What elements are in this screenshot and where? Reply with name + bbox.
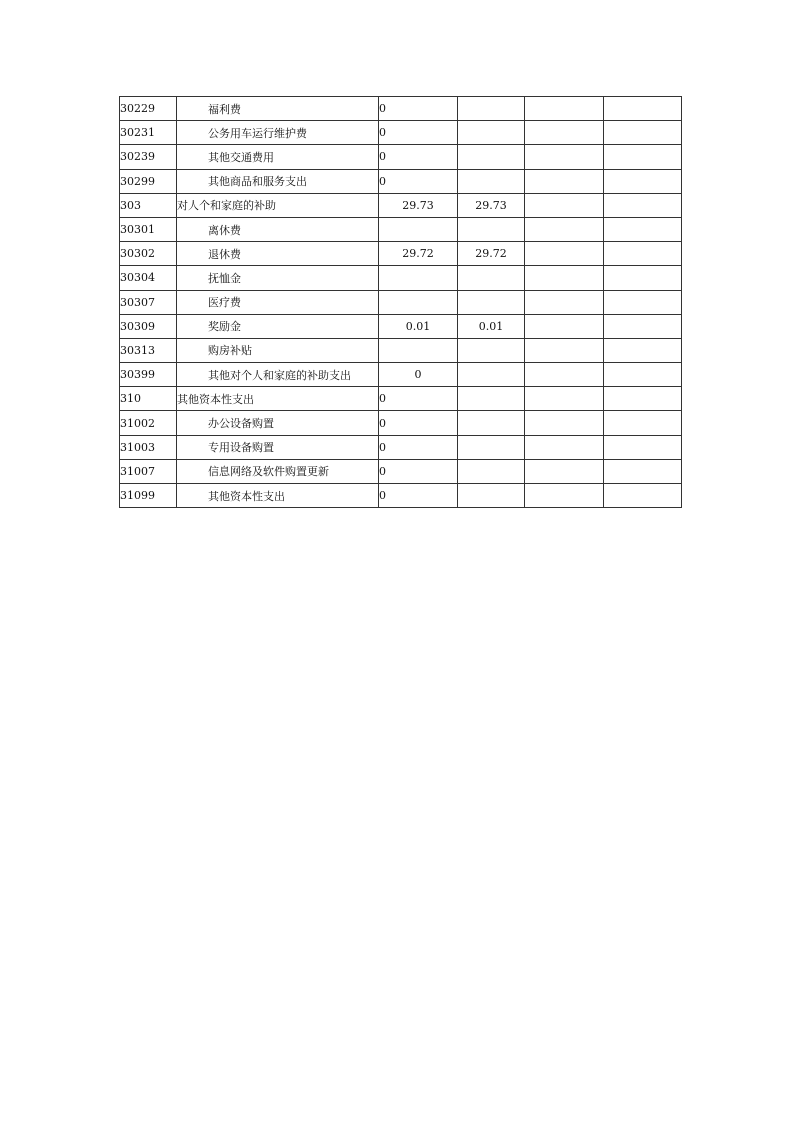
amount-total-cell: 0	[379, 121, 458, 145]
account-code-cell: 30239	[120, 145, 177, 169]
amount-col4-cell	[604, 266, 682, 290]
amount-col3-cell	[525, 266, 604, 290]
account-code-cell: 30313	[120, 338, 177, 362]
table-row	[120, 97, 682, 121]
amount-total-cell: 0	[379, 169, 458, 193]
amount-total-cell: 0	[379, 484, 458, 508]
amount-total-cell	[379, 266, 458, 290]
amount-total-cell: 29.73	[379, 193, 458, 217]
account-code-cell: 30304	[120, 266, 177, 290]
amount-col3-cell	[525, 387, 604, 411]
amount-col4-cell	[604, 121, 682, 145]
amount-col4-cell	[604, 290, 682, 314]
amount-col2-cell	[458, 484, 525, 508]
table-row	[120, 217, 682, 241]
account-code-cell: 30299	[120, 169, 177, 193]
amount-col3-cell	[525, 338, 604, 362]
amount-col4-cell	[604, 314, 682, 338]
table-row	[120, 121, 682, 145]
amount-col4-cell	[604, 387, 682, 411]
table-row	[120, 242, 682, 266]
amount-col3-cell	[525, 435, 604, 459]
amount-col2-cell	[458, 290, 525, 314]
account-code-cell: 30309	[120, 314, 177, 338]
account-name-cell: 其他交通费用	[177, 145, 379, 169]
amount-col2-cell	[458, 363, 525, 387]
amount-total-cell: 0	[379, 435, 458, 459]
amount-total-cell: 0	[379, 459, 458, 483]
account-code-cell: 303	[120, 193, 177, 217]
amount-total-cell	[379, 217, 458, 241]
account-name-cell: 退休费	[177, 242, 379, 266]
table-row	[120, 363, 682, 387]
table-row	[120, 266, 682, 290]
amount-col3-cell	[525, 193, 604, 217]
account-name-cell: 其他商品和服务支出	[177, 169, 379, 193]
account-code-cell: 310	[120, 387, 177, 411]
table-row	[120, 338, 682, 362]
amount-col4-cell	[604, 363, 682, 387]
table-row	[120, 145, 682, 169]
amount-col3-cell	[525, 290, 604, 314]
account-code-cell: 30307	[120, 290, 177, 314]
amount-col3-cell	[525, 242, 604, 266]
amount-col4-cell	[604, 97, 682, 121]
amount-col2-cell	[458, 145, 525, 169]
amount-col3-cell	[525, 459, 604, 483]
table-row	[120, 169, 682, 193]
amount-col4-cell	[604, 145, 682, 169]
account-code-cell: 31002	[120, 411, 177, 435]
amount-col4-cell	[604, 193, 682, 217]
account-code-cell: 30231	[120, 121, 177, 145]
amount-col2-cell	[458, 121, 525, 145]
account-code-cell: 30399	[120, 363, 177, 387]
amount-col3-cell	[525, 97, 604, 121]
table-body	[120, 97, 682, 508]
amount-total-cell: 0	[379, 411, 458, 435]
table-row	[120, 193, 682, 217]
account-code-cell: 30301	[120, 217, 177, 241]
amount-col2-cell	[458, 435, 525, 459]
account-code-cell: 31099	[120, 484, 177, 508]
account-name-cell: 医疗费	[177, 290, 379, 314]
amount-col4-cell	[604, 169, 682, 193]
account-name-cell: 信息网络及软件购置更新	[177, 459, 379, 483]
account-code-cell: 31003	[120, 435, 177, 459]
account-name-cell: 购房补贴	[177, 338, 379, 362]
account-name-cell: 福利费	[177, 97, 379, 121]
account-code-cell: 31007	[120, 459, 177, 483]
amount-col2-cell	[458, 97, 525, 121]
account-name-cell: 对人个和家庭的补助	[177, 193, 379, 217]
account-code-cell: 30229	[120, 97, 177, 121]
table-row	[120, 290, 682, 314]
amount-col2-cell: 29.72	[458, 242, 525, 266]
amount-col4-cell	[604, 338, 682, 362]
expenditure-table	[119, 96, 682, 508]
amount-col4-cell	[604, 411, 682, 435]
account-name-cell: 其他资本性支出	[177, 387, 379, 411]
table-row	[120, 387, 682, 411]
account-name-cell: 离休费	[177, 217, 379, 241]
account-name-cell: 办公设备购置	[177, 411, 379, 435]
amount-col4-cell	[604, 435, 682, 459]
amount-col2-cell	[458, 411, 525, 435]
table-row	[120, 314, 682, 338]
amount-col2-cell	[458, 387, 525, 411]
amount-total-cell: 0	[379, 363, 458, 387]
amount-total-cell	[379, 290, 458, 314]
amount-col3-cell	[525, 411, 604, 435]
amount-total-cell: 29.72	[379, 242, 458, 266]
amount-total-cell: 0	[379, 97, 458, 121]
amount-col2-cell	[458, 459, 525, 483]
account-name-cell: 奖励金	[177, 314, 379, 338]
amount-total-cell: 0.01	[379, 314, 458, 338]
amount-total-cell: 0	[379, 145, 458, 169]
amount-col4-cell	[604, 459, 682, 483]
amount-col2-cell	[458, 338, 525, 362]
amount-col4-cell	[604, 484, 682, 508]
amount-col3-cell	[525, 314, 604, 338]
amount-col2-cell	[458, 217, 525, 241]
table-row	[120, 484, 682, 508]
amount-col4-cell	[604, 217, 682, 241]
amount-col3-cell	[525, 169, 604, 193]
table-row	[120, 435, 682, 459]
account-name-cell: 公务用车运行维护费	[177, 121, 379, 145]
table-row	[120, 459, 682, 483]
account-code-cell: 30302	[120, 242, 177, 266]
amount-col2-cell: 0.01	[458, 314, 525, 338]
amount-col3-cell	[525, 363, 604, 387]
account-name-cell: 抚恤金	[177, 266, 379, 290]
amount-col3-cell	[525, 145, 604, 169]
account-name-cell: 其他对个人和家庭的补助支出	[177, 363, 379, 387]
amount-col3-cell	[525, 484, 604, 508]
amount-col3-cell	[525, 121, 604, 145]
account-name-cell: 其他资本性支出	[177, 484, 379, 508]
account-name-cell: 专用设备购置	[177, 435, 379, 459]
amount-col2-cell	[458, 169, 525, 193]
amount-col3-cell	[525, 217, 604, 241]
amount-col2-cell	[458, 266, 525, 290]
amount-total-cell: 0	[379, 387, 458, 411]
amount-col2-cell: 29.73	[458, 193, 525, 217]
amount-total-cell	[379, 338, 458, 362]
table-row	[120, 411, 682, 435]
amount-col4-cell	[604, 242, 682, 266]
